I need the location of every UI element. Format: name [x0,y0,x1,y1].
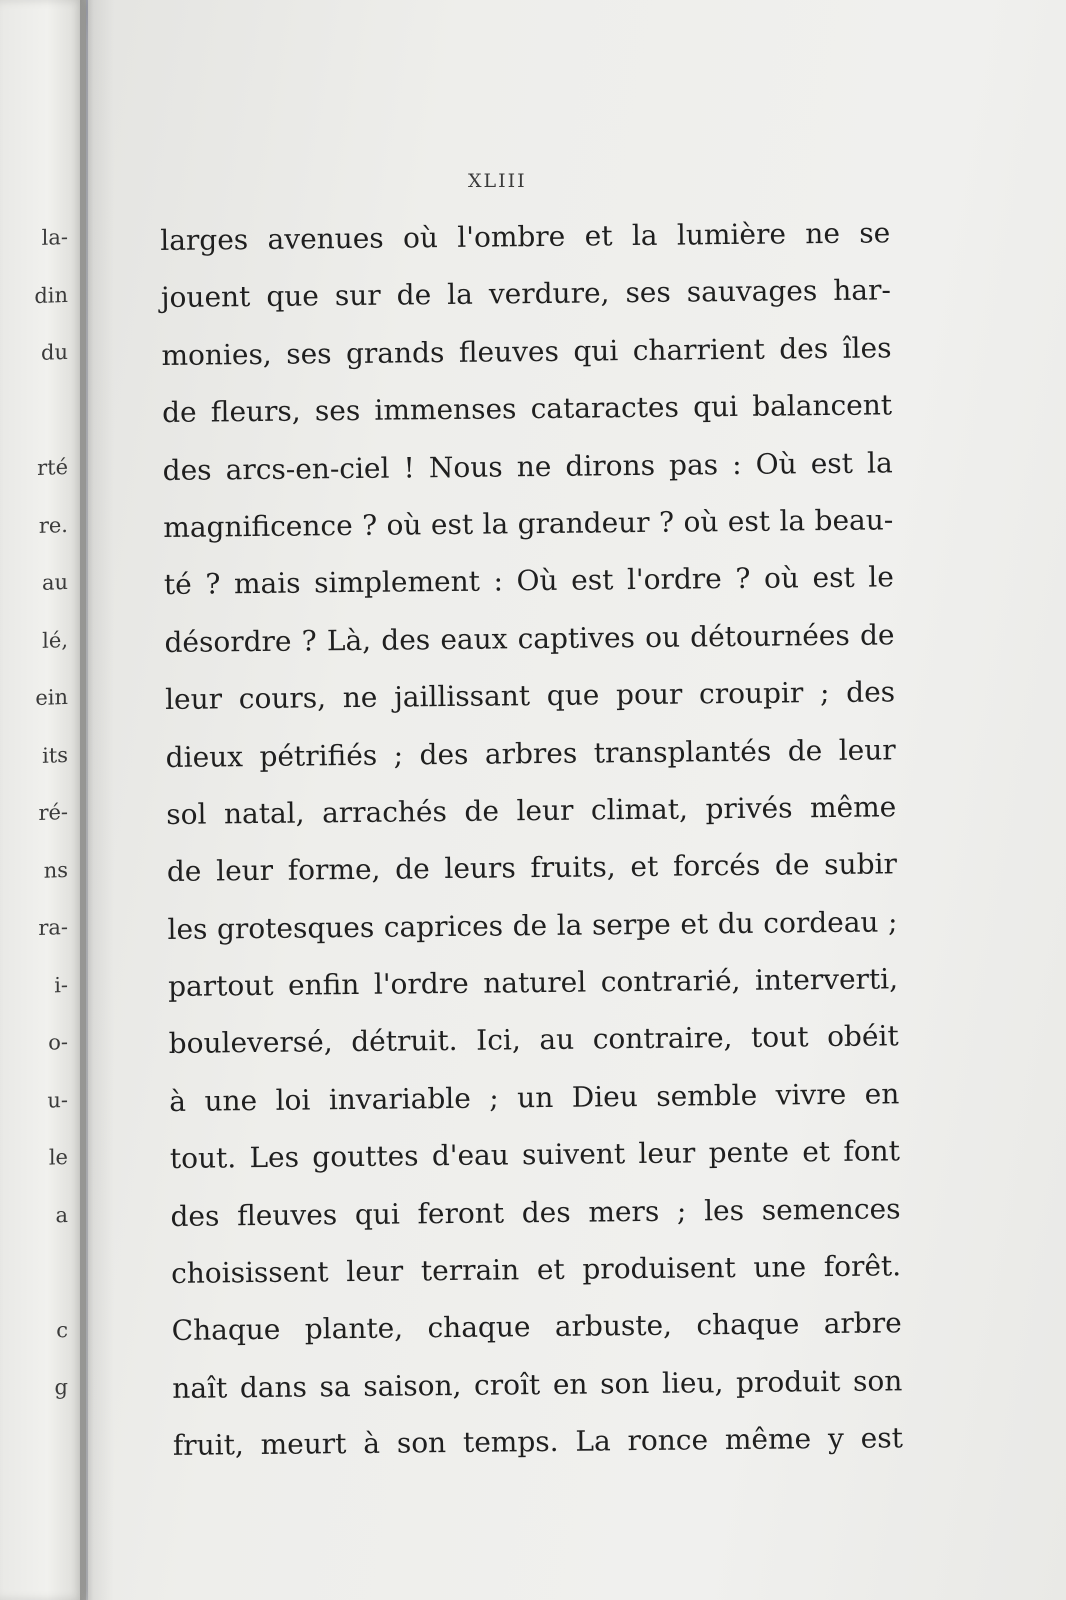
left-page-fragment: du [41,339,68,365]
text-line: leur cours, ne jaillissant que pour croupir ; des [164,675,896,717]
left-page-fragment: ein [35,684,68,711]
text-line: fruit, meurt à son temps. La ronce même y est [172,1421,904,1463]
text-line: sol natal, arrachés de leur climat, privés même [166,790,897,831]
text-line: partout enfin l'ordre naturel contrarié, interverti, [167,962,899,1004]
left-page-fragment [2,1244,72,1304]
left-page-fragment: rté [37,454,68,480]
left-page-fragment: le [48,1144,68,1170]
left-page-fragment: c [56,1317,68,1342]
text-line: jouent que sur de la verdure, ses sauvages har- [160,273,892,315]
left-page-fragment: ré- [38,799,68,825]
left-page-fragment: re. [38,512,68,538]
text-line: de leur forme, de leurs fruits, et forcés de subir [166,847,898,889]
page-number: XLIII [468,170,527,192]
text-line: dieux pétrifiés ; des arbres transplantés de leur [165,732,896,774]
left-page-fragment: au [41,569,68,595]
text-line: de fleurs, ses immenses cataractes qui balancent [161,388,893,430]
left-page-fragment: its [42,742,68,768]
left-page-fragment: a [55,1202,68,1227]
text-line: larges avenues où l'ombre et la lumière ne se [160,216,891,257]
left-page-fragment: i- [54,972,68,997]
left-page-text-fragments [2,210,72,1475]
text-line: tout. Les gouttes d'eau suivent leur pente et font [169,1134,901,1176]
left-page-fragment: din [34,282,68,308]
text-line: magnificence ? où est la grandeur ? où est la beau- [163,503,894,544]
book-gutter [80,0,114,1600]
left-page-fragment: o- [48,1029,68,1055]
left-page-fragment: g [54,1374,68,1400]
left-page-fragment [2,1416,72,1476]
text-line: à une loi invariable ; un Dieu semble vivre en [169,1077,900,1118]
left-page [0,0,86,1600]
left-page-fragment [2,381,72,441]
text-line: Chaque plante, chaque arbuste, chaque arbre [171,1306,902,1348]
text-line: des arcs-en-ciel ! Nous ne dirons pas : Où est la [162,445,893,487]
text-line: désordre ? Là, des eaux captives ou détournées de [164,618,895,659]
body-text [160,204,903,1474]
left-page-fragment: u- [47,1087,68,1113]
left-page-fragment: la- [41,224,68,250]
left-page-fragment: ra- [38,914,68,940]
text-line: les grotesques caprices de la serpe et du cordeau ; [167,905,898,946]
text-line: bouleversé, détruit. Ici, au contraire, tout obéit [168,1019,899,1061]
left-page-fragment: lé, [42,627,68,653]
text-line: choisissent leur terrain et produisent une forêt. [170,1249,902,1290]
text-line: des fleuves qui feront des mers ; les semences [170,1191,901,1233]
text-line: té ? mais simplement : Où est l'ordre ? où est le [163,560,895,602]
text-line: naît dans sa saison, croît en son lieu, produit son [172,1364,903,1405]
text-line: monies, ses grands fleuves qui charrient des îles [161,331,892,372]
left-page-fragment: ns [43,857,68,883]
